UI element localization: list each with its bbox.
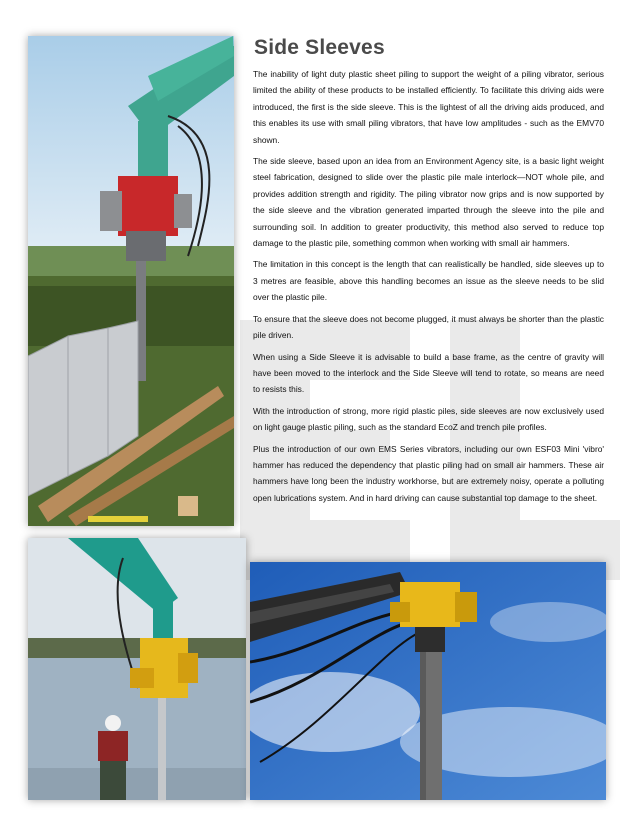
article-column	[253, 36, 604, 511]
paragraph-plugging: To ensure that the sleeve does not become plugged, it must always be shorter than the plastic pile driven.	[253, 313, 604, 341]
photo-piling-vibrator-side-sleeve	[28, 36, 234, 526]
photo-ems-vibrator-blue-sky	[250, 562, 606, 800]
paragraph-side-sleeve-description: The side sleeve, based upon an idea from an Environment Agency site, is a basic light weight steel fabrication, designed to slide over the plastic pile male interlock—NOT whole pile, and provides addition strength and rigidity. The piling vibrator now grips and is now supported by the side sleeve and the vibration generated imparted through the sleeve into the pile and surrounding soil. In addition to greater productivity, this method also served to reduce top damage to the plastic pile, something common when working with small air hammers.	[253, 156, 604, 249]
paragraph-limitation: The limitation in this concept is the length that can realistically be handled, side sleeves up to 3 metres are feasible, above this handling becomes an issue as the sleeve needs to be slid over the plastic pile.	[253, 259, 604, 303]
page-title: Side Sleeves	[254, 36, 385, 59]
paragraph-ems-series: Plus the introduction of our own EMS Series vibrators, including our own ESF03 Mini 'vibro' hammer has reduced the dependency that plastic piling had on small air hammers. These air hammers have long been the industry workhorse, but are extremely noisy, operate a polluting open lubrications system. And in hard driving can cause substantial top damage to the sheet.	[253, 443, 604, 503]
paragraph-rigid-piles: With the introduction of strong, more rigid plastic piles, side sleeves are now exclusively used on light gauge plastic piling, such as the standard EcoZ and trench pile profiles.	[253, 405, 604, 433]
paragraph-base-frame: When using a Side Sleeve it is advisable to build a base frame, as the centre of gravity will have been moved to the interlock and the Side Sleeve will tend to rotate, so means are need to resists this.	[253, 351, 604, 395]
photo-river-bank-vibro-hammer	[28, 538, 246, 800]
paragraph-intro: The inability of light duty plastic sheet piling to support the weight of a piling vibrator, serious limited the ability of these products to be installed efficiently. To facilitate this driving aids were introduced, the first is the side sleeve. This is the lightest of all the driving aids produced, and this enables its use with small piling vibrators, that have low amplitudes - such as the EMV70 shown.	[253, 69, 604, 145]
